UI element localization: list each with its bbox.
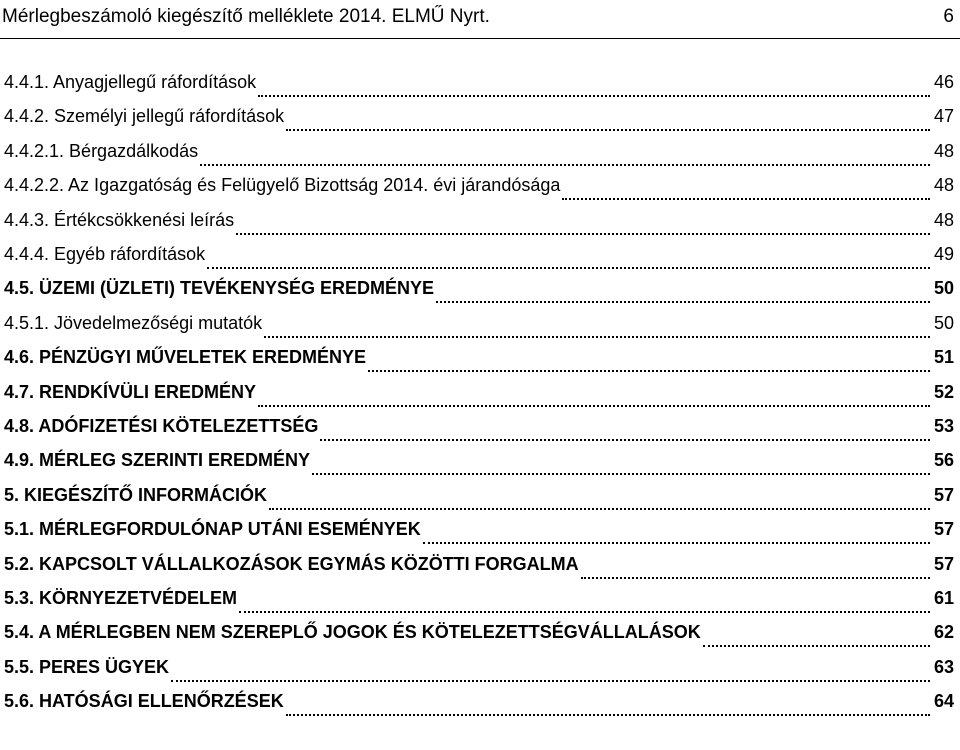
toc-entry[interactable] (4, 244, 954, 274)
dot-leader (581, 555, 930, 579)
toc-entry[interactable] (4, 72, 954, 102)
toc-entry-label: 5. KIEGÉSZÍTŐ INFORMÁCIÓK (4, 484, 268, 505)
toc-entry[interactable] (4, 382, 954, 412)
toc-entry-page: 57 (933, 484, 954, 505)
toc-entry-page: 53 (933, 416, 954, 436)
toc-entry-label: 4.5.1. Jövedelmezőségi mutatók (4, 312, 263, 333)
toc-entry-page: 64 (933, 691, 954, 712)
toc-entry-label: 4.7. RENDKÍVÜLI EREDMÉNY (4, 381, 257, 402)
toc-entry-label: 5.5. PERES ÜGYEK (4, 656, 170, 677)
toc-entry-label: 4.9. MÉRLEG SZERINTI EREDMÉNY (4, 450, 311, 471)
toc-entry-page: 49 (933, 244, 954, 264)
toc-entry-page: 48 (933, 209, 954, 230)
toc-entry[interactable] (4, 141, 954, 171)
toc-entry-label: 4.4.1. Anyagjellegű ráfordítások (4, 72, 257, 92)
dot-leader (286, 107, 930, 131)
dot-leader (436, 279, 930, 303)
dot-leader (312, 451, 930, 475)
toc-entry-page: 63 (933, 656, 954, 677)
toc-entry-label: 4.8. ADÓFIZETÉSI KÖTELEZETTSÉG (4, 416, 319, 436)
dot-leader (207, 245, 930, 269)
toc-entry[interactable] (4, 106, 954, 136)
document-title: Mérlegbeszámoló kiegészítő melléklete 2014. ELMŰ Nyrt. (2, 6, 490, 27)
toc-entry-page: 50 (933, 312, 954, 333)
toc-entry-page: 56 (933, 450, 954, 471)
toc-entry[interactable] (4, 691, 954, 721)
toc-entry-page: 50 (933, 278, 954, 299)
dot-leader (562, 176, 930, 200)
dot-leader (200, 142, 930, 166)
toc-entry-page: 47 (933, 106, 954, 127)
toc-entry-page: 61 (933, 588, 954, 608)
page-number: 6 (943, 6, 954, 27)
toc-entry-label: 5.4. A MÉRLEGBEN NEM SZEREPLŐ JOGOK ÉS KÖTELEZETTSÉGVÁLLALÁSOK (4, 622, 701, 643)
page-header (0, 0, 960, 39)
toc-entry-label: 5.3. KÖRNYEZETVÉDELEM (4, 588, 238, 608)
toc-entry[interactable] (4, 313, 954, 343)
toc-entry-page: 57 (933, 553, 954, 574)
dot-leader (239, 589, 930, 613)
dot-leader (258, 73, 930, 97)
dot-leader (171, 658, 930, 682)
toc-entry-label: 4.4.4. Egyéb ráfordítások (4, 244, 206, 264)
toc-entry[interactable] (4, 278, 954, 308)
toc-entry-label: 5.6. HATÓSÁGI ELLENŐRZÉSEK (4, 691, 284, 712)
toc-entry[interactable] (4, 347, 954, 377)
toc-entry-page: 46 (933, 72, 954, 92)
dot-leader (320, 417, 930, 441)
toc-entry[interactable] (4, 175, 954, 205)
toc-entry[interactable] (4, 657, 954, 687)
toc-entry-page: 48 (933, 175, 954, 196)
toc-entry-label: 5.2. KAPCSOLT VÁLLALKOZÁSOK EGYMÁS KÖZÖTTI FORGALMA (4, 553, 579, 574)
toc-entry-page: 62 (933, 622, 954, 643)
toc-entry[interactable] (4, 588, 954, 618)
toc-entry-page: 48 (933, 140, 954, 161)
toc-entry[interactable] (4, 416, 954, 446)
dot-leader (368, 348, 930, 372)
dot-leader (269, 486, 930, 510)
toc-entry[interactable] (4, 210, 954, 240)
dot-leader (286, 692, 930, 716)
toc-entry-label: 4.4.2.1. Bérgazdálkodás (4, 140, 199, 161)
toc-entry-label: 4.4.3. Értékcsökkenési leírás (4, 209, 235, 230)
dot-leader (236, 211, 930, 235)
toc-entry-label: 4.4.2.2. Az Igazgatóság és Felügyelő Bizottság 2014. évi járandósága (4, 175, 561, 196)
dot-leader (264, 314, 930, 338)
toc-entry[interactable] (4, 554, 954, 584)
toc-entry-page: 52 (933, 381, 954, 402)
toc-entry[interactable] (4, 450, 954, 480)
toc-entry-label: 4.6. PÉNZÜGYI MŰVELETEK EREDMÉNYE (4, 347, 367, 368)
toc-entry-page: 51 (933, 347, 954, 368)
dot-leader (423, 520, 930, 544)
toc-entry-label: 4.4.2. Személyi jellegű ráfordítások (4, 106, 285, 127)
dot-leader (703, 623, 930, 647)
toc-entry[interactable] (4, 622, 954, 652)
toc-entry-page: 57 (933, 519, 954, 540)
dot-leader (258, 383, 930, 407)
toc-entry-label: 4.5. ÜZEMI (ÜZLETI) TEVÉKENYSÉG EREDMÉNYE (4, 278, 435, 299)
toc-entry[interactable] (4, 519, 954, 549)
toc-entry[interactable] (4, 485, 954, 515)
toc-entry-label: 5.1. MÉRLEGFORDULÓNAP UTÁNI ESEMÉNYEK (4, 519, 421, 540)
